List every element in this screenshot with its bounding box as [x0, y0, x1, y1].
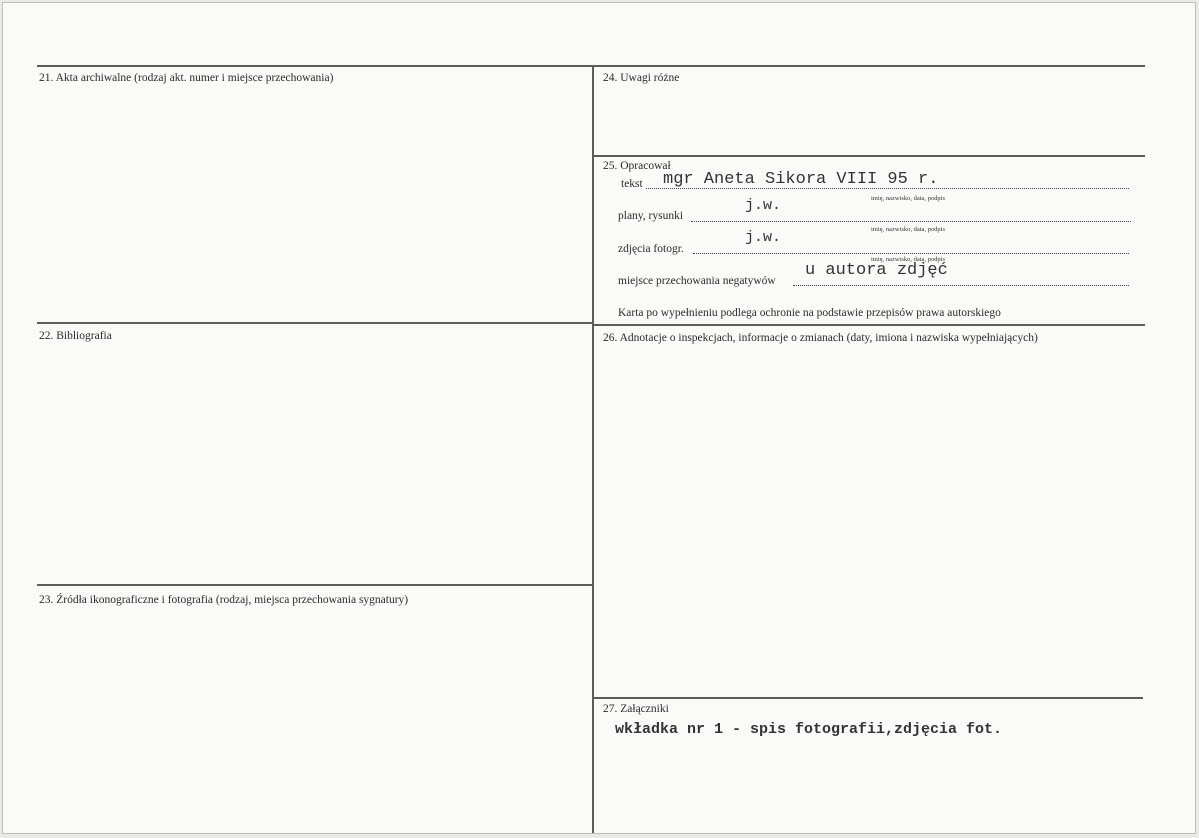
section-22-label: 22. Bibliografia [39, 330, 112, 342]
form-card [2, 2, 1196, 834]
section-27-label: 27. Załączniki [603, 703, 669, 715]
rule-25-26 [592, 324, 1145, 326]
rule-21-22 [37, 322, 594, 324]
miejsce-dotted-line [793, 285, 1129, 286]
section-24-label: 24. Uwagi różne [603, 72, 680, 84]
zdjecia-dotted-line [693, 253, 1129, 254]
plany-hint: imię, nazwisko, data, podpis [871, 226, 946, 233]
zdjecia-value: j.w. [745, 229, 782, 246]
plany-label: plany, rysunki [618, 210, 684, 222]
rule-22-23 [37, 584, 594, 586]
plany-value: j.w. [745, 197, 782, 214]
plany-dotted-line [691, 221, 1131, 222]
center-divider [592, 65, 594, 833]
copyright-note: Karta po wypełnieniu podlega ochronie na podstawie przepisów prawa autorskiego [618, 307, 1001, 319]
zdjecia-label: zdjęcia fotogr. [618, 243, 684, 255]
section-21-label: 21. Akta archiwalne (rodzaj akt. numer i miejsce przechowania) [39, 72, 334, 84]
top-rule [37, 65, 1145, 67]
rule-24-25 [592, 155, 1145, 157]
tekst-label: tekst [621, 178, 643, 190]
rule-26-27 [592, 697, 1143, 699]
miejsce-value: u autora zdjęć [805, 261, 948, 280]
section-23-label: 23. Źródła ikonograficzne i fotografia (rodzaj, miejsca przechowania sygnatury) [39, 594, 409, 606]
tekst-value: mgr Aneta Sikora VIII 95 r. [663, 170, 939, 189]
tekst-hint: imię, nazwisko, data, podpis [871, 195, 946, 202]
zdjecia-hint: imię, nazwisko, data, podpis [871, 256, 946, 263]
section-26-label: 26. Adnotacje o inspekcjach, informacje o zmianach (daty, imiona i nazwiska wypełniających) [603, 332, 1038, 344]
attachments-value: wkładka nr 1 - spis fotografii,zdjęcia fot. [615, 721, 1003, 738]
miejsce-label: miejsce przechowania negatywów [618, 275, 776, 287]
section-25-label: 25. Opracował [603, 160, 671, 172]
